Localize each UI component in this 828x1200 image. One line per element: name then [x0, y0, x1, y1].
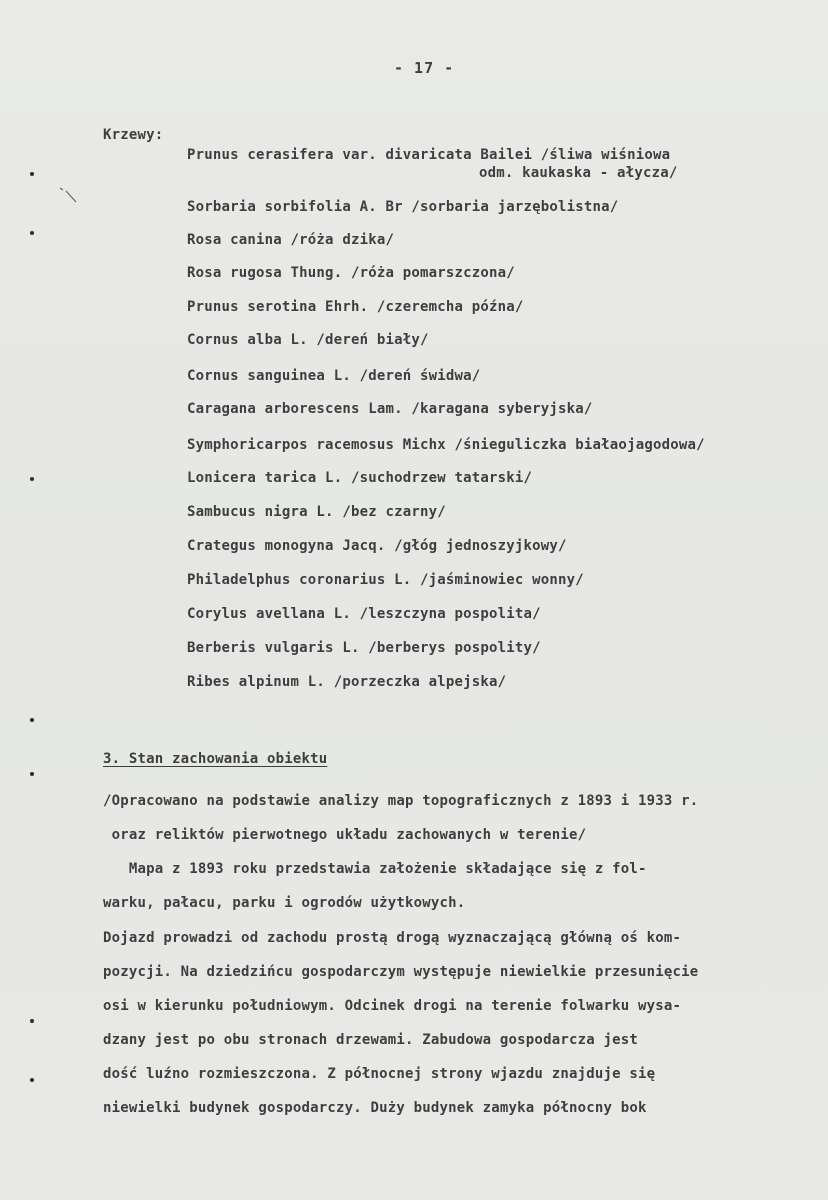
paragraph-line: niewielki budynek gospodarczy. Duży budynek zamyka północny bok: [103, 1100, 647, 1116]
shrub-item-continuation: odm. kaukaska - ałycza/: [479, 165, 678, 181]
shrub-item: Cornus sanguinea L. /dereń świdwa/: [187, 368, 481, 384]
margin-dot: [30, 477, 34, 481]
paragraph-line: Dojazd prowadzi od zachodu prostą drogą wyznaczającą główną oś kom-: [103, 930, 682, 946]
margin-dot: [30, 172, 34, 176]
shrub-item: Ribes alpinum L. /porzeczka alpejska/: [187, 674, 507, 690]
paragraph-line: Mapa z 1893 roku przedstawia założenie składające się z fol-: [103, 861, 647, 877]
paragraph-line: /Opracowano na podstawie analizy map topograficznych z 1893 i 1933 r.: [103, 793, 699, 809]
paragraph-line: osi w kierunku południowym. Odcinek drogi na terenie folwarku wysa-: [103, 998, 682, 1014]
margin-dot: [30, 1019, 34, 1023]
shrub-item: Sorbaria sorbifolia A. Br /sorbaria jarzębolistna/: [187, 199, 619, 215]
margin-dot: [30, 772, 34, 776]
shrub-item: Rosa rugosa Thung. /róża pomarszczona/: [187, 265, 515, 281]
section-heading: 3. Stan zachowania obiektu: [103, 751, 328, 767]
shrub-item: Cornus alba L. /dereń biały/: [187, 332, 429, 348]
margin-dot: [30, 1078, 34, 1082]
paragraph-line: warku, pałacu, parku i ogrodów użytkowych.: [103, 895, 466, 911]
shrub-item: Philadelphus coronarius L. /jaśminowiec wonny/: [187, 572, 584, 588]
shrub-item: Prunus serotina Ehrh. /czeremcha późna/: [187, 299, 524, 315]
paragraph-line: oraz reliktów pierwotnego układu zachowanych w terenie/: [103, 827, 587, 843]
shrub-item: Sambucus nigra L. /bez czarny/: [187, 504, 446, 520]
paragraph-line: dość luźno rozmieszczona. Z północnej strony wjazdu znajduje się: [103, 1066, 656, 1082]
shrub-item: Prunus cerasifera var. divaricata Bailei /śliwa wiśniowa: [187, 147, 671, 163]
shrub-item: Corylus avellana L. /leszczyna pospolita/: [187, 606, 541, 622]
shrub-item: Symphoricarpos racemosus Michx /śnieguliczka białaojagodowa/: [187, 437, 705, 453]
section-label-shrubs: Krzewy:: [103, 127, 164, 143]
shrub-item: Rosa canina /róża dzika/: [187, 232, 395, 248]
paragraph-line: dzany jest po obu stronach drzewami. Zabudowa gospodarcza jest: [103, 1032, 638, 1048]
shrub-item: Caragana arborescens Lam. /karagana syberyjska/: [187, 401, 593, 417]
paragraph-line: pozycji. Na dziedzińcu gospodarczym występuje niewielkie przesunięcie: [103, 964, 699, 980]
shrub-item: Lonicera tarica L. /suchodrzew tatarski/: [187, 470, 533, 486]
shrub-item: Crategus monogyna Jacq. /głóg jednoszyjkowy/: [187, 538, 567, 554]
page-number: - 17 -: [394, 59, 455, 77]
margin-dot: [30, 718, 34, 722]
margin-dot: [30, 231, 34, 235]
shrub-item: Berberis vulgaris L. /berberys pospolity/: [187, 640, 541, 656]
pencil-mark-icon: [58, 186, 80, 206]
